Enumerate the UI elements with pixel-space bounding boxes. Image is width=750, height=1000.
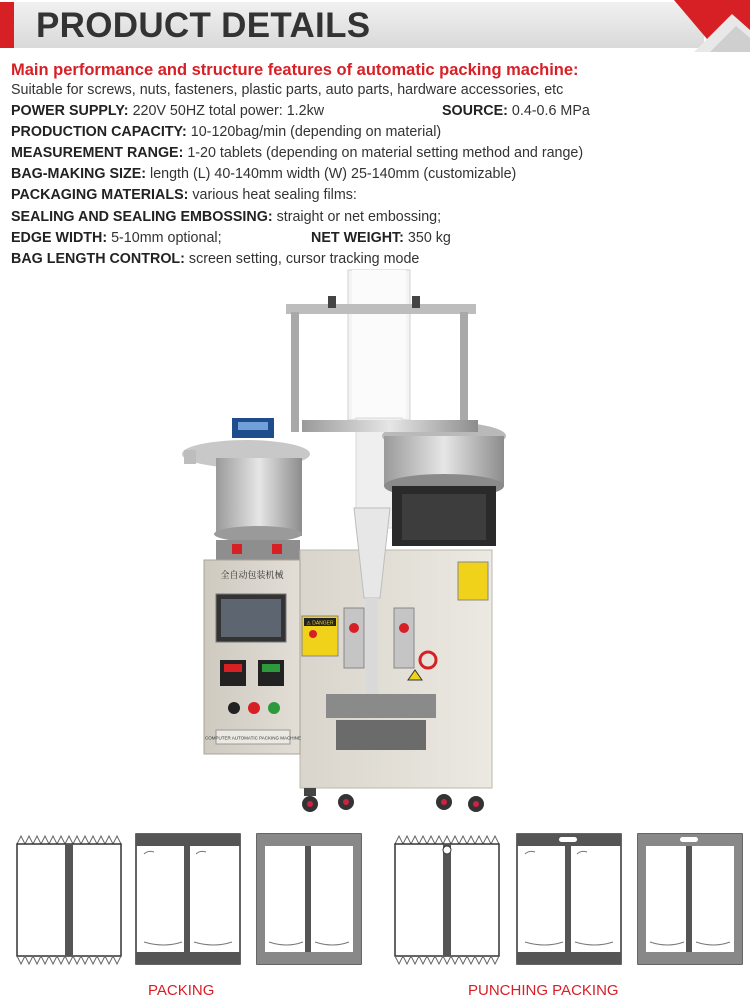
spec-list: [11, 60, 741, 270]
baglength-label: BAG LENGTH CONTROL:: [11, 250, 185, 267]
source-value: 0.4-0.6 MPa: [511, 103, 590, 120]
spec-source: [442, 101, 590, 122]
bagsize-value: length (L) 40-140mm width (W) 25-140mm (customizable): [150, 166, 517, 183]
left-vibration-bowl: [182, 418, 310, 560]
page-title: PRODUCT DETAILS: [36, 6, 371, 45]
bag-diagram-punching-3: [636, 830, 746, 970]
weight-value: 350 kg: [407, 229, 451, 246]
spec-edge-width: [11, 228, 741, 249]
source-label: SOURCE:: [442, 103, 508, 120]
panel-title: 全自动包装机械: [220, 571, 284, 581]
banner-corner-decoration: [674, 0, 750, 52]
bag-diagram-packing-2: [134, 830, 244, 970]
capacity-value: 10-120bag/min (depending on material): [190, 124, 442, 141]
sealing-label: SEALING AND SEALING EMBOSSING:: [11, 208, 273, 225]
bag-diagram-punching-2: [515, 830, 625, 970]
packing-machine-illustration: [176, 268, 516, 818]
weight-label: NET WEIGHT:: [311, 229, 404, 246]
spec-bag-making-size: [11, 164, 741, 185]
capacity-label: PRODUCTION CAPACITY:: [11, 124, 187, 141]
spec-power-supply: [11, 101, 741, 122]
caster-wheels: [302, 788, 484, 812]
film-roll: [348, 270, 410, 420]
spec-measurement-range: [11, 143, 741, 164]
spec-suitable: [11, 80, 741, 101]
right-vibration-bowl: [382, 422, 506, 546]
header-banner: [0, 0, 750, 52]
spec-production-capacity: [11, 122, 741, 143]
caption-packing: PACKING: [148, 982, 215, 999]
bag-diagram-punching-1: [393, 830, 503, 970]
cross-bar: [302, 420, 478, 432]
baglength-value: screen setting, cursor tracking mode: [188, 250, 420, 267]
bag-diagram-packing-1: [15, 830, 125, 970]
bag-diagram-packing-3: [255, 830, 365, 970]
range-label: MEASUREMENT RANGE:: [11, 145, 184, 162]
banner-accent-bar: [0, 2, 14, 48]
power-label: POWER SUPPLY:: [11, 103, 129, 120]
spec-net-weight: [311, 228, 451, 249]
machine-body: [300, 508, 492, 788]
spec-headline: Main performance and structure features of automatic packing machine:: [11, 61, 579, 79]
danger-label: ⚠ DANGER: [306, 620, 334, 627]
power-value: 220V 50HZ total power: 1.2kw: [132, 103, 325, 120]
range-value: 1-20 tablets (depending on material setting method and range): [187, 145, 584, 162]
bagsize-label: BAG-MAKING SIZE:: [11, 166, 147, 183]
panel-footer: COMPUTER AUTOMATIC PACKING MACHINE: [204, 735, 302, 741]
caption-punching-packing: PUNCHING PACKING: [468, 982, 619, 999]
spec-bag-length-control: [11, 249, 741, 270]
edge-label: EDGE WIDTH:: [11, 229, 108, 246]
materials-label: PACKAGING MATERIALS:: [11, 187, 189, 204]
spec-packaging-materials: [11, 185, 741, 206]
edge-value: 5-10mm optional;: [111, 229, 222, 246]
materials-value: various heat sealing films:: [192, 187, 357, 204]
suitable-text: Suitable for screws, nuts, fasteners, plastic parts, auto parts, hardware accessories, etc: [11, 82, 564, 98]
spec-sealing: [11, 207, 741, 228]
sealing-value: straight or net embossing;: [276, 208, 442, 225]
control-panel: [204, 560, 301, 754]
